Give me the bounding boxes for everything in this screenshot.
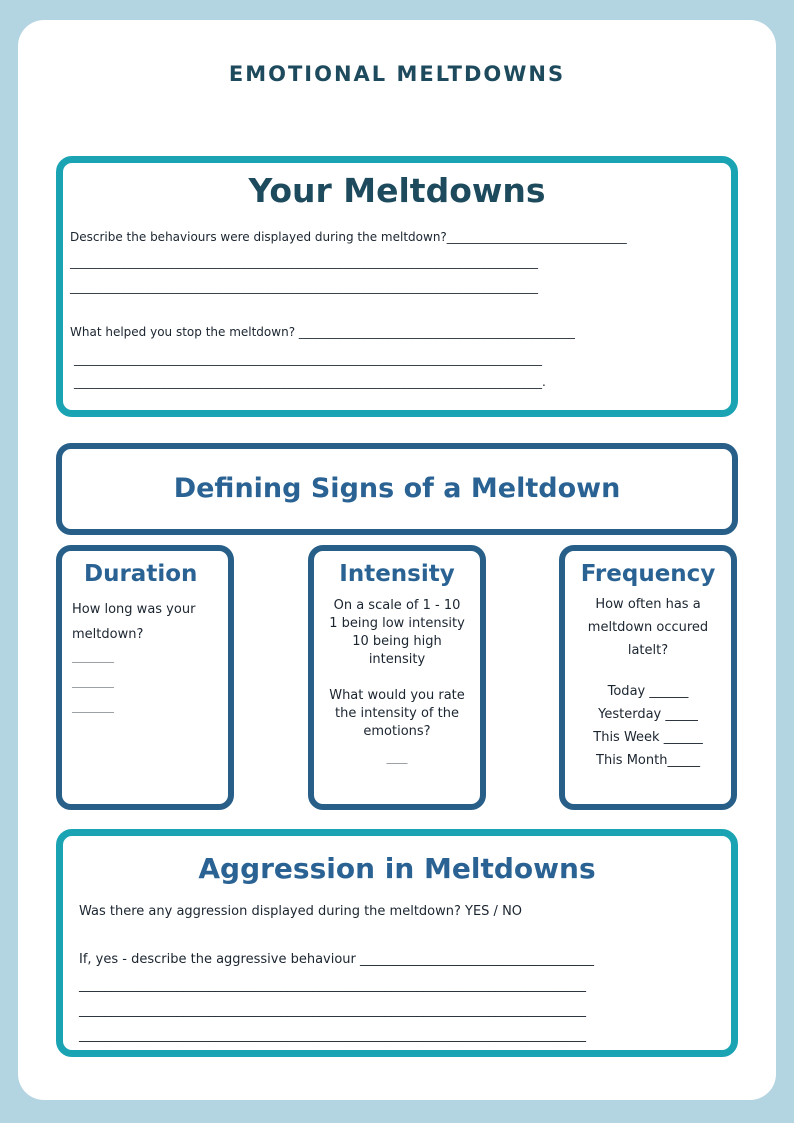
scale-line: On a scale of 1 - 10	[333, 598, 461, 613]
behaviours-answer-line[interactable]: ______________________________________________________________________________	[70, 280, 538, 294]
your-meltdowns-section	[56, 156, 738, 417]
intensity-scale-text	[314, 597, 480, 741]
frequency-list	[565, 680, 731, 772]
intensity-answer-line[interactable]: _______	[386, 757, 408, 764]
your-meltdowns-heading: Your Meltdowns	[248, 171, 546, 210]
aggression-answer-line[interactable]: ______________________________________________________________________________	[79, 1003, 586, 1018]
aggression-answer-line[interactable]: ______________________________________________________________________________	[79, 1028, 586, 1043]
stop-answer-line[interactable]: ______________________________________________________________________________.	[74, 375, 546, 389]
duration-question: How long was your meltdown?	[72, 602, 196, 642]
frequency-card	[559, 545, 737, 810]
intensity-heading: Intensity	[339, 561, 455, 587]
frequency-question: How often has a meltdown occured latelt?	[587, 597, 709, 658]
aggression-yes-no-question[interactable]: Was there any aggression displayed during the meltdown? YES / NO	[79, 904, 523, 919]
intensity-question: What would you rate the intensity of the emotions?	[329, 688, 465, 739]
scale-line: 1 being low intensity	[329, 616, 465, 631]
aggression-section	[56, 829, 738, 1057]
frequency-item-today[interactable]: Today ______	[607, 684, 689, 699]
page-title: EMOTIONAL MELTDOWNS	[228, 62, 566, 86]
aggression-heading: Aggression in Meltdowns	[198, 852, 596, 885]
frequency-item-this-week[interactable]: This Week ______	[593, 730, 703, 745]
intensity-card	[308, 545, 486, 810]
stop-answer-line[interactable]: ______________________________________________________________________________	[74, 352, 542, 366]
duration-answer-line[interactable]: ______________	[72, 656, 114, 663]
duration-answer-line[interactable]: ______________	[72, 706, 114, 713]
behaviours-question-line[interactable]: Describe the behaviours were displayed during the meltdown?______________________________	[70, 230, 627, 244]
duration-answer-line[interactable]: ______________	[72, 681, 114, 688]
scale-line: 10 being high intensity	[352, 634, 442, 667]
duration-card	[56, 545, 234, 810]
defining-signs-banner	[56, 443, 738, 535]
frequency-item-this-month[interactable]: This Month_____	[596, 753, 700, 768]
duration-heading: Duration	[84, 561, 198, 587]
frequency-item-yesterday[interactable]: Yesterday _____	[598, 707, 698, 722]
frequency-heading: Frequency	[580, 561, 716, 587]
behaviours-answer-line[interactable]: ______________________________________________________________________________	[70, 255, 538, 269]
stop-question-line[interactable]: What helped you stop the meltdown? ______________________________________________	[70, 325, 575, 339]
aggression-describe-line[interactable]: If, yes - describe the aggressive behaviour ____________________________________	[79, 952, 595, 967]
defining-signs-heading: Defining Signs of a Meltdown	[173, 473, 621, 504]
aggression-answer-line[interactable]: ______________________________________________________________________________	[79, 978, 586, 993]
